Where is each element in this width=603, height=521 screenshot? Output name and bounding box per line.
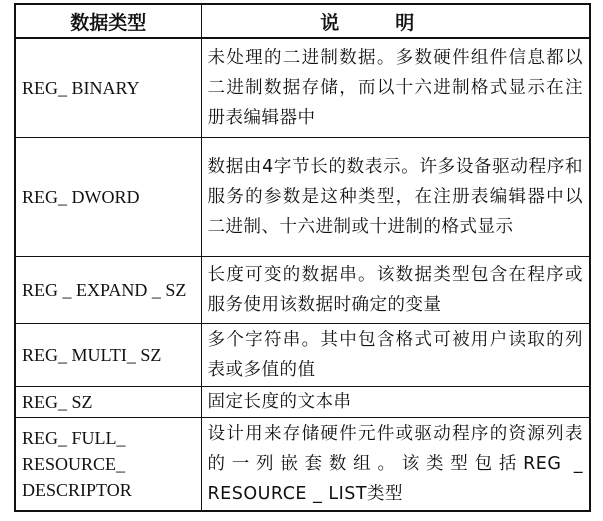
description-cell: 多个字符串。其中包含格式可被用户读取的列表或多值的值 bbox=[201, 324, 590, 387]
table-row bbox=[15, 418, 590, 512]
table-row bbox=[15, 38, 590, 138]
table-row bbox=[15, 387, 590, 418]
header-row bbox=[15, 4, 590, 38]
table-row bbox=[15, 257, 590, 324]
header-data-type: 数据类型 bbox=[15, 4, 201, 38]
type-cell: REG_ SZ bbox=[15, 387, 201, 418]
description-cell: 未处理的二进制数据。多数硬件组件信息都以二进制数据存储，而以十六进制格式显示在注册表编辑器中 bbox=[201, 38, 590, 138]
registry-data-types-table bbox=[14, 3, 591, 512]
description-cell: 数据由4字节长的数表示。许多设备驱动程序和服务的参数是这种类型，在注册表编辑器中以二进制、十六进制或十进制的格式显示 bbox=[201, 138, 590, 257]
table-row bbox=[15, 324, 590, 387]
description-cell: 长度可变的数据串。该数据类型包含在程序或服务使用该数据时确定的变量 bbox=[201, 257, 590, 324]
type-cell: REG_ DWORD bbox=[15, 138, 201, 257]
type-cell: REG_ BINARY bbox=[15, 38, 201, 138]
type-cell: REG_ MULTI_ SZ bbox=[15, 324, 201, 387]
type-cell: REG_ FULL_ RESOURCE_ DESCRIPTOR bbox=[15, 418, 201, 512]
header-description: 说明 bbox=[201, 4, 590, 38]
description-cell: 固定长度的文本串 bbox=[201, 387, 590, 418]
table-row bbox=[15, 138, 590, 257]
description-cell: 设计用来存储硬件元件或驱动程序的资源列表的一列嵌套数组。该类型包括REG _ RESOURCE _ LIST类型 bbox=[201, 418, 590, 512]
type-cell: REG _ EXPAND _ SZ bbox=[15, 257, 201, 324]
